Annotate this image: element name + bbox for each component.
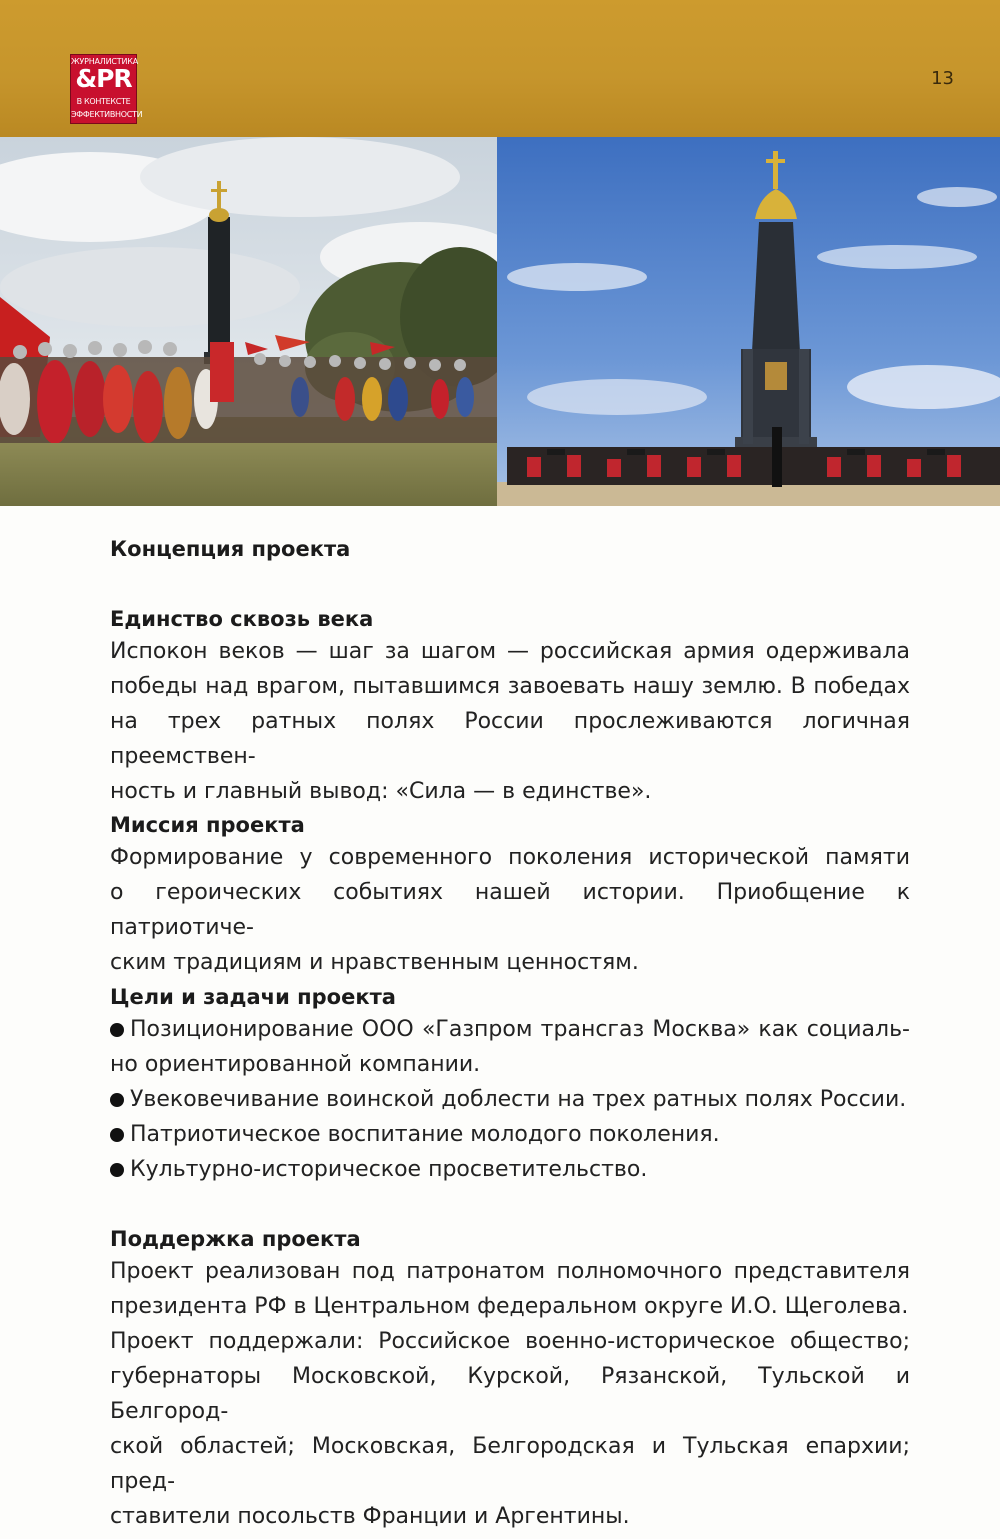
- goals-title: Цели и задачи проекта: [110, 985, 396, 1009]
- list-item: Увековечивание воинской доблести на трех ратных полях России.: [110, 1082, 910, 1117]
- mission-line: о героических событиях нашей истории. Приобщение к патриотиче-: [110, 880, 910, 940]
- logo-line-1: ЖУРНАЛИСТИКА: [71, 57, 139, 66]
- unity-title: Единство сквозь века: [110, 607, 374, 631]
- mission-title: Миссия проекта: [110, 813, 305, 837]
- unity-paragraph: [110, 634, 910, 809]
- page-number: 13: [931, 68, 954, 89]
- page-header: [0, 0, 1000, 140]
- goals-list: [110, 1012, 910, 1187]
- mission-paragraph: [110, 840, 910, 980]
- journal-logo: [70, 54, 143, 124]
- bullet-icon: [110, 1093, 124, 1107]
- support-line: президента РФ в Центральном федеральном округе И.О. Щеголева.: [110, 1294, 909, 1319]
- logo-line-4: ЭФФЕКТИВНОСТИ: [71, 110, 143, 119]
- bullet-icon: [110, 1163, 124, 1177]
- support-line: губернаторы Московской, Курской, Рязанской, Тульской и Белгород-: [110, 1364, 910, 1424]
- support-paragraph: [110, 1254, 910, 1534]
- unity-line: победы над врагом, пытавшимся завоевать нашу землю. В победах: [110, 674, 910, 699]
- logo-line-2: &PR: [75, 64, 132, 93]
- unity-line: Испокон веков — шаг за шагом — российская армия одерживала: [110, 639, 910, 664]
- unity-line: на трех ратных полях России прослеживаются логичная преемствен-: [110, 709, 910, 769]
- support-title: Поддержка проекта: [110, 1227, 361, 1251]
- list-item: Позиционирование ООО «Газпром трансгаз Москва» как социаль-: [110, 1012, 910, 1047]
- list-item: Патриотическое воспитание молодого поколения.: [110, 1117, 910, 1152]
- mission-line: ским традициям и нравственным ценностям.: [110, 950, 639, 975]
- bullet-icon: [110, 1023, 124, 1037]
- support-line: ской областей; Московская, Белгородская и Тульская епархии; пред-: [110, 1434, 910, 1494]
- logo-line-3: В КОНТЕКСТЕ: [76, 97, 131, 106]
- mission-line: Формирование у современного поколения исторической памяти: [110, 845, 910, 870]
- support-line: Проект реализован под патронатом полномочного представителя: [110, 1259, 910, 1284]
- support-line: Проект поддержали: Российское военно-историческое общество;: [110, 1329, 910, 1354]
- list-item: Культурно-историческое просветительство.: [110, 1152, 910, 1187]
- list-item-continuation: но ориентированной компании.: [110, 1052, 481, 1077]
- unity-line: ность и главный вывод: «Сила — в единстве».: [110, 779, 652, 804]
- monument-orchestra-photo: [497, 137, 1000, 506]
- battle-reenactment-photo: [0, 137, 497, 506]
- support-line: ставители посольств Франции и Аргентины.: [110, 1504, 630, 1529]
- concept-title: Концепция проекта: [110, 537, 351, 561]
- bullet-icon: [110, 1128, 124, 1142]
